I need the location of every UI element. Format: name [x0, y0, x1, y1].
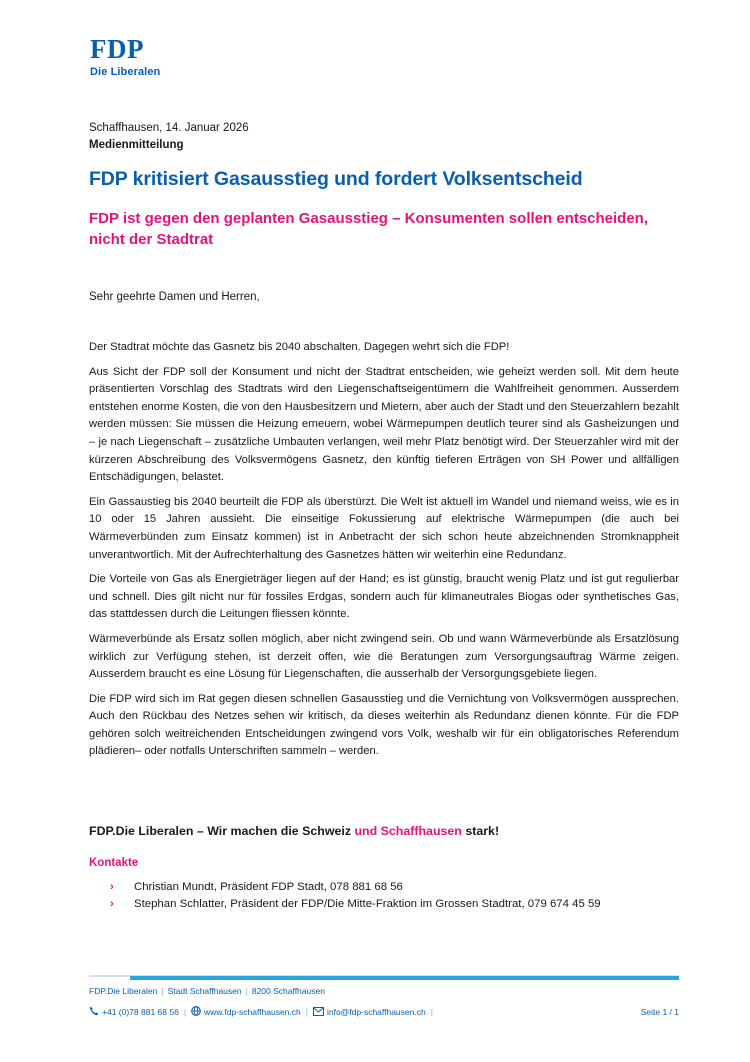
contact-text: Christian Mundt, Präsident FDP Stadt, 078 881 68 56 — [134, 881, 403, 893]
list-item — [110, 879, 601, 896]
globe-icon — [191, 1006, 201, 1018]
logo-wordmark: FDP — [90, 34, 144, 64]
mail-icon — [313, 1007, 324, 1018]
paragraph: Die FDP wird sich im Rat gegen diesen schnellen Gasausstieg und die Vernichtung von Volksvermögen aussprechen. Auch den Rückbau des Netzes sehen wir kritisch, da dieses weiterhin als Redundanz dienen könnte. Für die FDP gehören solch weitreichenden Entscheidungen zwingend vors Volk, weshalb wir für ein obligatorisches Referendum plädieren– oder notfalls Unterschriften sammeln – werden. — [89, 692, 679, 758]
chevron-right-icon: › — [110, 881, 114, 893]
footer-web-link[interactable]: www.fdp-schaffhausen.ch — [204, 1007, 301, 1017]
fdp-logo — [90, 36, 160, 78]
contacts-list — [110, 879, 601, 913]
logo-subtitle: Die Liberalen — [90, 66, 161, 78]
footer-city: 8200 Schaffhausen — [251, 986, 325, 996]
slogan — [89, 824, 499, 838]
chevron-right-icon: › — [110, 898, 114, 910]
footer-email-link[interactable]: info@fdp-schaffhausen.ch — [326, 1007, 426, 1017]
slogan-part1: FDP.Die Liberalen – Wir machen die Schweiz — [89, 824, 355, 838]
place-date: Schaffhausen, 14. Januar 2026 — [89, 122, 249, 134]
salutation: Sehr geehrte Damen und Herren, — [89, 291, 260, 303]
paragraph: Der Stadtrat möchte das Gasnetz bis 2040 abschalten. Dagegen wehrt sich die FDP! — [89, 341, 510, 353]
footer-org: FDP.Die Liberalen — [89, 986, 158, 996]
page-number: Seite 1 / 1 — [640, 1007, 679, 1017]
footer-phone[interactable]: +41 (0)78 881 68 56 — [102, 1007, 179, 1017]
paragraph: Ein Gassaustieg bis 2040 beurteilt die FDP als überstürzt. Die Welt ist aktuell im Wandel und niemand weiss, wie es in 10 oder 15 Jahren aussieht. Die einseitige Fokussierung auf elektrische Wärmepumpen (die auch bei Wärmeverbünden zum Einsatz kommen) ist in Anbetracht der sich schon heute abzeichnenden Stromknappheit unverantwortlich. Mit der Aufrechterhaltung des Gasnetzes hätten wir weiterhin eine Redundanz. — [89, 495, 679, 561]
body-text — [89, 339, 679, 768]
footer-contact: +41 (0)78 881 68 56 | www.fdp-schaffhausen.ch | info@fdp-schaffhausen.ch | Seite 1 / 1 — [89, 1006, 679, 1018]
document-type: Medienmitteilung — [89, 139, 184, 151]
paragraph: Die Vorteile von Gas als Energieträger liegen auf der Hand; es ist günstig, braucht wenig Platz und ist gut regulierbar und schnell. Dies gilt nicht nur für fossiles Erdgas, sondern auch für klimaneutrales Biogas oder synthetisches Gas, das stattdessen durch die Leitungen fliessen könnte. — [89, 573, 679, 621]
document-meta — [89, 120, 249, 154]
slogan-highlight: und Schaffhausen — [354, 824, 462, 838]
slogan-part2: stark! — [461, 824, 500, 838]
paragraph: Wärmeverbünde als Ersatz sollen möglich, aber nicht zwingend sein. Ob und wann Wärmeverbünde als Ersatzlösung wirklich zur Verfügung stehen, ist derzeit offen, wie die Beratungen zum Versorgungsauftrag Wärme zeigen. Ausserdem braucht es eine Lösung für Liegenschaften, die ausserhalb der Versorgungsgebiete liegen. — [89, 632, 679, 681]
phone-icon — [89, 1006, 99, 1018]
footer-accent-bar — [130, 976, 679, 980]
footer-address: FDP.Die Liberalen | Stadt Schaffhausen | 8200 Schaffhausen — [89, 986, 325, 996]
list-item — [110, 896, 601, 913]
contacts-heading: Kontakte — [89, 857, 139, 869]
contact-text: Stephan Schlatter, Präsident der FDP/Die Mitte-Fraktion im Grossen Stadtrat, 079 674 45 59 — [134, 898, 601, 910]
page-title: FDP kritisiert Gasausstieg und fordert Volksentscheid — [89, 168, 583, 190]
paragraph: Aus Sicht der FDP soll der Konsument und nicht der Stadtrat entscheiden, wie geheizt werden soll. Mit dem heute präsentierten Vorschlag des Stadtrats wird den Liegenschaftseigentümern die Wahlfreiheit genommen. Ausserdem entstehen enorme Kosten, die von den Hausbesitzern und Mietern, aber auch der Stadt und den Steuerzahlern bezahlt werden müssen: Sie müssen die Heizung erneuern, wobei Wärmepumpen deutlich teurer sind als Gasheizungen und – je nach Liegenschaft – zusätzliche Umbauten verlangen, weil mehr Platz benötigt wird. Der Steuerzahler wird mit der kürzeren Abschreibung des Volksvermögens Gasnetz, den künftig tieferen Erträgen von SH Power und allfälligen Entschädigungen, belastet. — [89, 365, 679, 484]
footer-section: Stadt Schaffhausen — [167, 986, 242, 996]
page-subtitle: FDP ist gegen den geplanten Gasausstieg – Konsumenten sollen entscheiden, nicht der Stadtrat — [89, 210, 649, 248]
